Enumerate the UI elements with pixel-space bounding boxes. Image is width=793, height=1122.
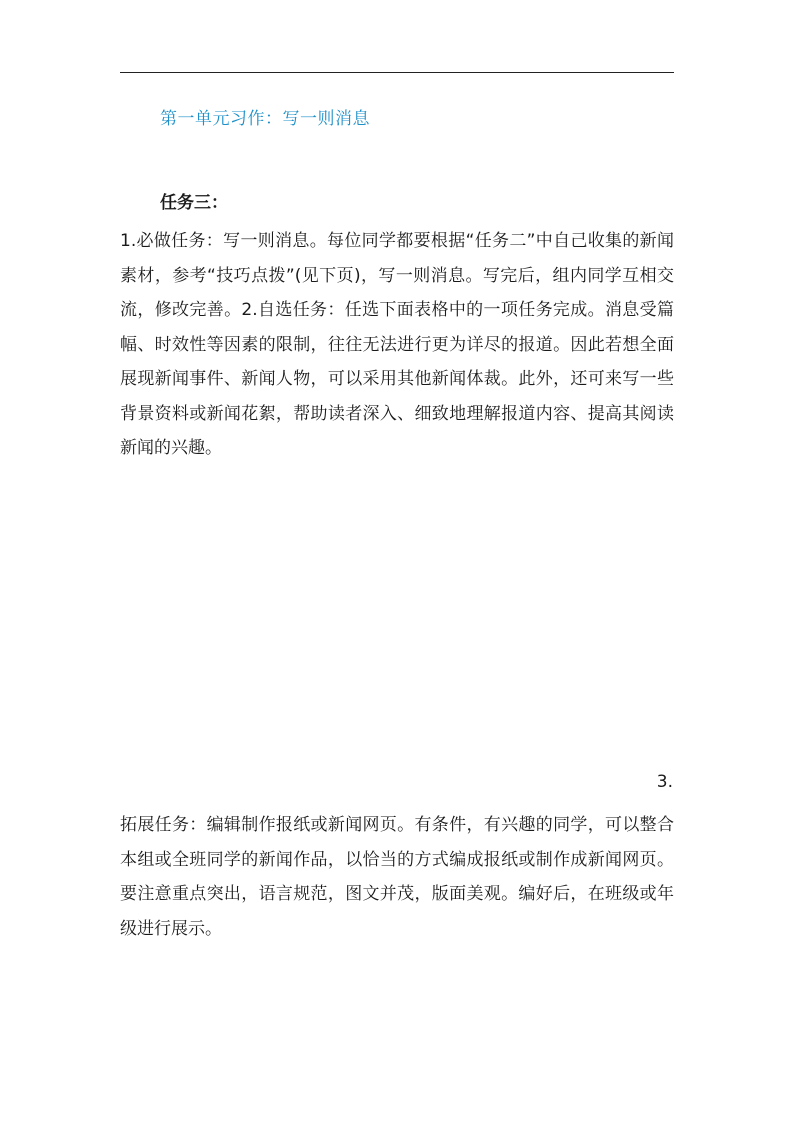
paragraph-task-3: 拓展任务：编辑制作报纸或新闻网页。有条件，有兴趣的同学，可以整合本组或全班同学的新闻作品，以恰当的方式编成报纸或制作成新闻网页。要注意重点突出，语言规范，图文并茂，版面美观。编好后，在班级或年级进行展示。: [120, 815, 674, 939]
task-heading: 任务三：: [160, 193, 228, 213]
item-number-3: 3.: [656, 772, 673, 792]
header-rule: [120, 72, 674, 73]
document-title: 第一单元习作：写一则消息: [160, 109, 370, 129]
paragraph-task-1-2: 1.必做任务：写一则消息。每位同学都要根据“任务二”中自己收集的新闻素材，参考“技巧点拨”(见下页)，写一则消息。写完后，组内同学互相交流，修改完善。2.自选任务：任选下面表格中的一项任务完成。消息受篇幅、时效性等因素的限制，往往无法进行更为详尽的报道。因此若想全面展现新闻事件、新闻人物，可以采用其他新闻体裁。此外，还可来写一些背景资料或新闻花絮，帮助读者深入、细致地理解报道内容、提高其阅读新闻的兴趣。: [120, 231, 674, 458]
